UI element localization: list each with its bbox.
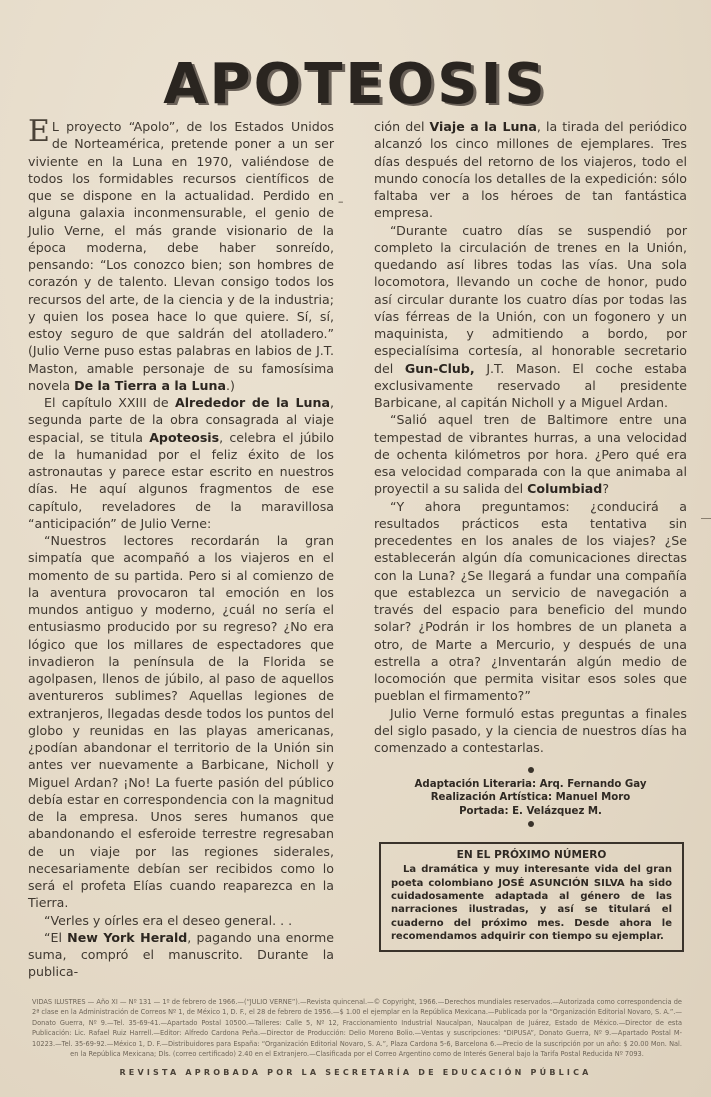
left-column xyxy=(28,114,335,981)
intro-text: L proyecto “Apolo”, de los Estados Unidos de Norteamérica, pretende poner a un ser viviente en la Luna en 1970, valiéndose de todos los formidables recursos científicos de que se dispone en la actualidad. Perdido en alguna galaxia inconmensurable, el genio de Julio Verne, el más grande visionario de la época moderna, debe haber sonreído, pensando: “Los conozco bien; son hombres de corazón y de talento. Llevan consigo todos los recursos del arte, de la ciencia y de la industria; y quien los posea hace lo que quiere. Sí, sí, estoy seguro de que saldrán del atolladero.” (Julio Verne puso estas palabras en labios de J.T. Maston, amable personaje de su famosísima novela xyxy=(28,119,334,393)
next-issue-heading: EN EL PRÓXIMO NÚMERO xyxy=(456,848,607,861)
baltimore-text-2: ? xyxy=(602,481,610,497)
credit-art: Realización Artística: Manuel Moro xyxy=(430,792,631,804)
chapter-text-2: , segunda parte de la obra consagrada al viaje espacial, se titula xyxy=(28,395,335,445)
page-title: APOTEOSIS xyxy=(163,52,548,117)
bullet-dot-icon xyxy=(528,821,534,827)
columbiad-name: Columbiad xyxy=(527,481,603,497)
herald-text-2: , pagando una enorme suma, compró el manuscrito. Durante la publica- xyxy=(28,929,334,980)
right-column xyxy=(374,118,687,952)
herald-paragraph xyxy=(28,929,334,981)
quote-paragraph: “Nuestros lectores recordarán la gran simpatía que acompañó a los viajeros en el momento de su partida. Pero si al comienzo de la aventura provocaron tal emoción en los mundos antiguo y moderno, ¿cuál no sería el entusiasmo producido por su regreso? ¿No era lógico que los millares de espectadores que invadieron la península de la Florida se agolpasen, llenos de júbilo, al paso de aquellos aventureros sublimes? Aquellas legiones de extranjeros, llegadas desde todos los puntos del globo y reunidas en las playas americanas, ¿podían abandonar el territorio de la Unión sin antes ver nuevamente a Barbicane, Nicholl y Miguel Ardan? ¡No! La fuerte pasión del público debía estar en correspondencia con la magnitud de la empresa. Unos seres humanos que abandonando el esferoide terrestre regresaban de un viaje por las regiones siderales, necesariamente debían ser recibidos como lo será el profeta Elías cuando reaparezca en la Tierra. xyxy=(28,533,334,911)
edge-mark xyxy=(701,518,711,519)
continuation-paragraph xyxy=(374,118,687,222)
book-title-tierra-luna: De la Tierra a la Luna xyxy=(74,377,226,393)
continuation-text-1: ción del xyxy=(374,119,430,134)
herald-text-1: “El xyxy=(44,929,68,945)
continuation-text-2: , la tirada del periódico alcanzó los cinco millones de ejemplares. Tres días después del retorno de los viajeros, todo el mundo conocía los detalles de la expedición: sólo faltaba ver a los héroes de tan fantástica empresa. xyxy=(374,119,688,221)
gun-club-name: Gun-Club, xyxy=(404,360,475,376)
questions-paragraph: “Y ahora preguntamos: ¿conducirá a resultados prácticos esta tentativa sin precedentes en los anales de los viajes? ¿Se establecerán algún día comunicaciones directas con la Luna? ¿Se llegará a fundar una compañía que establezca un servicio de navegación a través del espacio para beneficio del mundo solar? ¿Podrán ir los hombres de un planeta a otro, de Marte a Mercurio, y después de una estrella a otra? ¿Inventarán algún medio de locomoción que permita visitar esos soles que pueblan el firmamento?” xyxy=(374,498,687,704)
drop-cap: E xyxy=(28,114,50,149)
credit-adaptation: Adaptación Literaria: Arq. Fernando Gay xyxy=(414,778,647,790)
quote-paragraph-short: “Verles y oírles era el deseo general. . . xyxy=(44,912,293,928)
train-text-2: J.T. Mason. El coche estaba exclusivamente reservado al presidente Barbicane, al capitán Nicholl y a Miguel Ardan. xyxy=(374,360,687,410)
intro-end: .) xyxy=(225,377,235,393)
book-title-viaje: Viaje a la Luna xyxy=(429,119,537,134)
chapter-paragraph xyxy=(28,394,334,532)
credit-cover: Portada: E. Velázquez M. xyxy=(459,805,602,817)
approval-line: REVISTA APROBADA POR LA SECRETARÍA DE EDUCACIÓN PÚBLICA xyxy=(119,1068,592,1078)
train-paragraph xyxy=(374,222,687,412)
train-text-1: “Durante cuatro días se suspendió por completo la circulación de trenes en la Unión, quedando así libres todas las vías. Una sola locomotora, llevando un coche de honor, pudo así circular durante los cuatro días por todas las vías férreas de la Unión, con un fogonero y un maquinista, y admitiendo a bordo, por especialísima cortesía, al honorable secretario del xyxy=(374,222,687,376)
next-issue-box xyxy=(379,842,684,952)
book-title-alrededor: Alrededor de la Luna xyxy=(174,395,330,410)
newspaper-name: New York Herald xyxy=(67,929,188,945)
margin-dash-mark: – xyxy=(338,195,344,208)
closing-paragraph: Julio Verne formuló estas preguntas a finales del siglo pasado, y la ciencia de nuestros días ha comenzado a contestarlas. xyxy=(374,705,687,755)
article-columns xyxy=(0,114,711,981)
chapter-text-3: , celebra el júbilo de la humanidad por el feliz éxito de los astronautas y parece estar escrito en nuestros días. He aquí algunos fragmentos de ese capítulo, reveladores de la maravillosa “anticipación” de Julio Verne: xyxy=(28,429,334,531)
chapter-text-1: El capítulo XXIII de xyxy=(44,395,175,410)
baltimore-paragraph xyxy=(374,411,687,497)
intro-paragraph xyxy=(28,114,334,394)
credits-block xyxy=(374,764,687,832)
baltimore-text-1: “Salió aquel tren de Baltimore entre una tempestad de vibrantes hurras, a una velocidad de ochenta kilómetros por hora. ¿Pero qué era esa velocidad comparada con la que animaba al proyectil a su salida del xyxy=(374,412,687,497)
next-issue-body: La dramática y muy interesante vida del gran poeta colombiano JOSÉ ASUNCIÓN SILVA ha sido cuidadosamente adaptada al género de las narraciones ilustradas, y así se titulará el cuaderno del próximo mes. Desde ahora le recomendamos adquirir con tiempo su ejemplar. xyxy=(391,864,672,943)
chapter-title-apoteosis: Apoteosis xyxy=(149,429,220,445)
colophon: VIDAS ILUSTRES — Año XI — Nº 131 — 1º de febrero de 1966.—(“JULIO VERNE”).—Revista quincenal.—© Copyright, 1966.—Derechos mundiales reservados.—Autorizada como correspondencia de 2ª clase en la Administración de Correos Nº 1, de México 1, D. F., el 28 de febrero de 1956.—$ 1.00 el ejemplar en la República Mexicana.—Publicada por la “Organización Editorial Novaro, S. A.”.—Donato Guerra, Nº 9.—Tel. 35-69-41.—Apartado Postal 10500.—Talleres: Calle 5, Nº 12, Fraccionamiento Industrial Naucalpan, Naucalpan de Juárez, Estado de México.—Director de esta Publicación: Lic. Rafael Ruiz Harrell.—Editor: Alfredo Cardona Peña.—Director de Producción: Delio Moreno Bolio.—Ventas y suscripciones: “DIPUSA”, Donato Guerra, Nº 9.—Apartado Postal M-10223.—Tel. 35-69-92.—México 1, D. F.—Distribuidores para España: “Organización Editorial Novaro, S. A.”, Plaza Cardona 5-6, Barcelona 6.—Precio de la suscripción por un año: $ 20.00 Mon. Nal. en la República Mexicana; Dls. (correo certificado) 2.40 en el Extranjero.—Clasificada por el Correo Argentino como de Interés General bajo la Tarifa Postal Reducida Nº 7093. xyxy=(32,997,682,1059)
bullet-dot-icon xyxy=(528,767,534,773)
